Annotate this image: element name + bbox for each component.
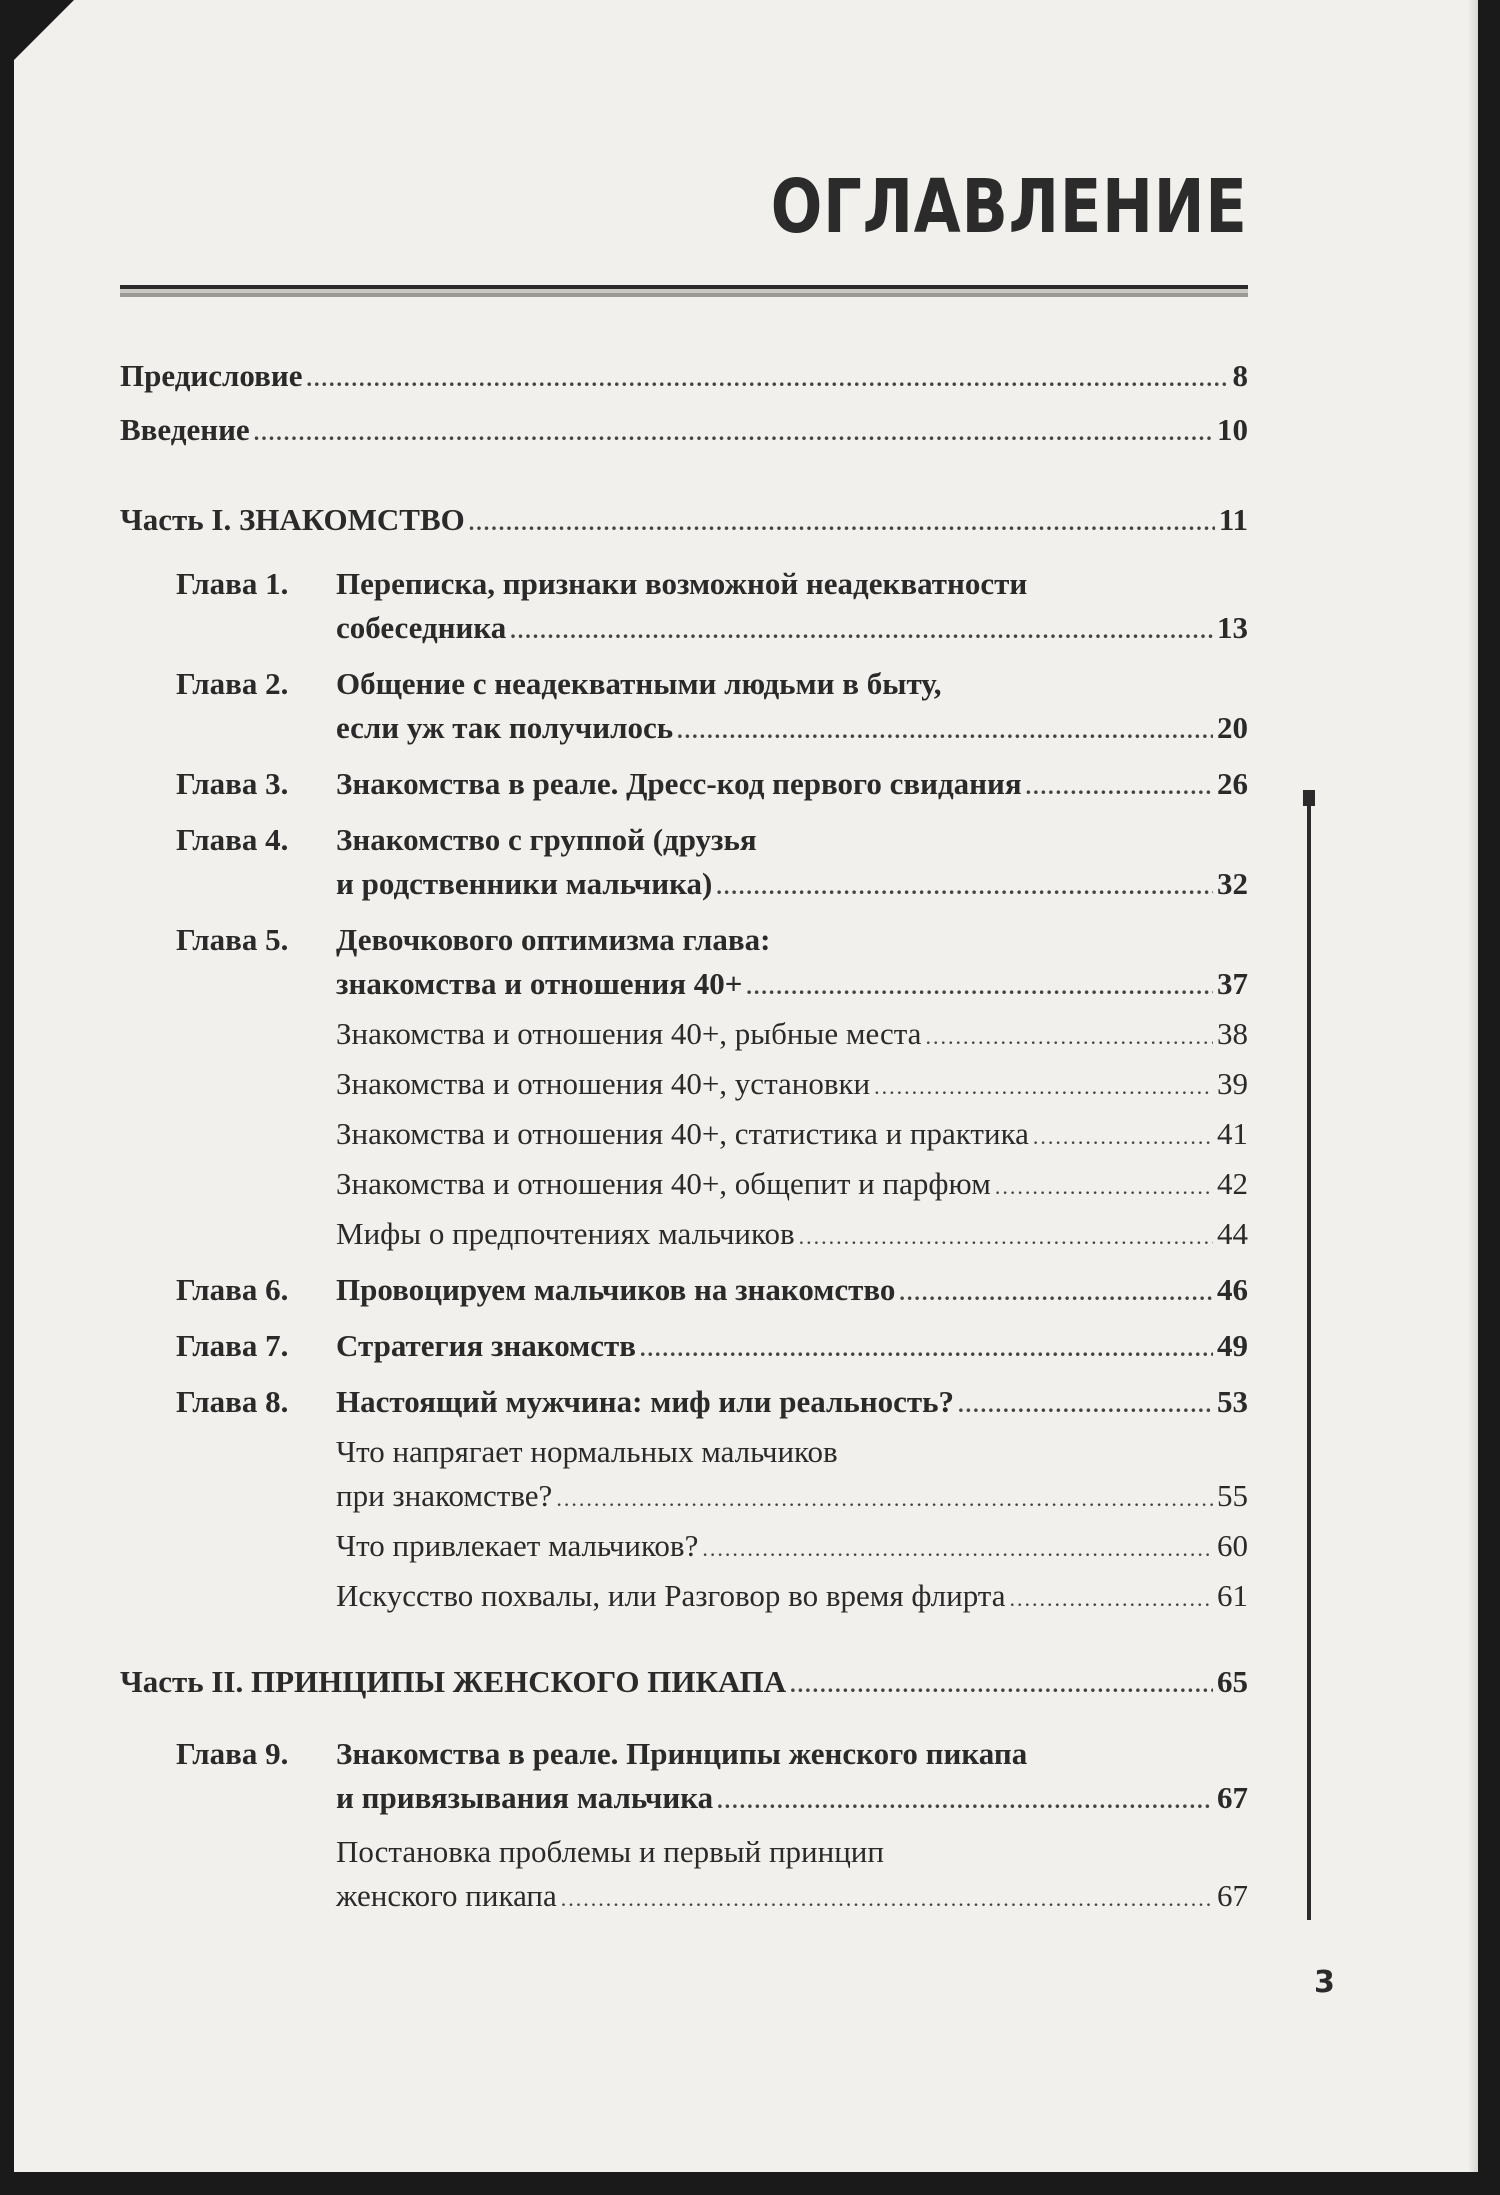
toc-leader-dots [640,1327,1213,1371]
toc-entry-line: и родственники мальчика) [336,866,713,901]
toc-page-number: 11 [1218,502,1248,537]
toc-page-number: 60 [1217,1528,1248,1563]
toc-leader-dots [702,1527,1213,1571]
toc-entry-line: Провоцируем мальчиков на знакомство [336,1272,896,1307]
toc-entry-label: Искусство похвалы, или Разговор во время флирта [336,1578,1006,1613]
toc-leader-dots [717,1779,1213,1823]
toc-leader-dots [510,609,1213,653]
chapter-number: Глава 3. [176,766,289,801]
toc-leader-dots [958,1383,1213,1427]
toc-entry-label: Часть II. ПРИНЦИПЫ ЖЕНСКОГО ПИКАПА [120,1664,787,1699]
chapter-number: Глава 9. [176,1736,289,1771]
toc-page-number: 55 [1217,1478,1248,1513]
title-rule [120,285,1248,297]
chapter-number: Глава 4. [176,822,289,857]
toc-entry-label: Знакомства и отношения 40+, рыбные места [336,1016,922,1051]
toc-entry-line: если уж так получилось [336,710,674,745]
toc-page-number: 46 [1217,1272,1248,1307]
toc-leader-dots [925,1015,1213,1059]
side-rule-cap [1303,790,1315,806]
toc-entry-label: Введение [120,412,250,447]
toc-entry-chapter-1[interactable] [120,562,1248,650]
toc-entry-chapter-9[interactable] [120,1732,1248,1820]
toc-entry-chapter-5[interactable] [120,918,1248,1006]
toc-entry-line: Знакомство с группой (друзья [336,822,757,857]
toc-entry-label: Предисловие [120,358,303,393]
toc-entry-label: Что привлекает мальчиков? [336,1528,699,1563]
toc-entry-line: женского пикапа [336,1878,557,1913]
toc-entry-line: Переписка, признаки возможной неадекватности [336,566,1028,601]
chapter-number: Глава 7. [176,1328,289,1363]
toc-entry-chapter-2[interactable] [120,662,1248,750]
toc-entry-line: Общение с неадекватными людьми в быту, [336,666,942,701]
chapter-number: Глава 6. [176,1272,289,1307]
chapter-number: Глава 8. [176,1384,289,1419]
toc-entry-label: Знакомства и отношения 40+, статистика и практика [336,1116,1029,1151]
toc-page-number: 42 [1217,1166,1248,1201]
toc-page-number: 8 [1232,358,1248,393]
toc-page-number: 13 [1217,610,1248,645]
toc-leader-dots [716,865,1213,909]
toc-entry-line: Что напрягает нормальных мальчиков [336,1434,838,1469]
toc-entry-label: Мифы о предпочтениях мальчиков [336,1216,795,1251]
toc-subsection[interactable] [120,1830,1248,1918]
toc-entry-part-2[interactable] [120,1660,1248,1704]
toc-leader-dots [1026,765,1213,809]
toc-leader-dots [254,411,1213,455]
toc-entry-label: Часть I. ЗНАКОМСТВО [120,502,465,537]
toc-entry-part-1[interactable] [120,498,1248,542]
toc-page-number: 10 [1217,412,1248,447]
page-title: ОГЛАВЛЕНИЕ [771,164,1248,250]
toc-entry-line: Знакомства в реале. Принципы женского пикапа [336,1736,1028,1771]
toc-leader-dots [677,709,1213,753]
chapter-number: Глава 1. [176,566,289,601]
toc-leader-dots [1010,1577,1214,1621]
toc-entry-line: Настоящий мужчина: миф или реальность? [336,1384,955,1419]
toc-page-number: 37 [1217,966,1248,1001]
toc-page-number: 65 [1217,1664,1248,1699]
toc-leader-dots [469,501,1215,545]
toc-leader-dots [561,1877,1213,1921]
toc-page-number: 49 [1217,1328,1248,1363]
toc-leader-dots [790,1663,1213,1707]
toc-leader-dots [799,1215,1213,1259]
toc-entry-line: Постановка проблемы и первый принцип [336,1834,884,1869]
toc-entry-label: Знакомства и отношения 40+, установки [336,1066,871,1101]
side-rule [1307,790,1311,1920]
toc-entry-preface[interactable] [120,354,1248,398]
toc-page-number: 67 [1217,1878,1248,1913]
toc-leader-dots [1033,1115,1213,1159]
toc-page-number: 41 [1217,1116,1248,1151]
toc-leader-dots [899,1271,1213,1315]
toc-page-number: 67 [1217,1780,1248,1815]
chapter-number: Глава 5. [176,922,289,957]
chapter-number: Глава 2. [176,666,289,701]
toc-page-number: 39 [1217,1066,1248,1101]
toc-entry-chapter-4[interactable] [120,818,1248,906]
toc-leader-dots [556,1477,1213,1521]
page-corner [14,0,74,60]
toc-entry-line: собеседника [336,610,507,645]
toc-entry-line: знакомства и отношения 40+ [336,966,743,1001]
toc-leader-dots [995,1165,1213,1209]
toc-leader-dots [746,965,1213,1009]
toc-entry-line: Стратегия знакомств [336,1328,636,1363]
toc-page-number: 53 [1217,1384,1248,1419]
toc-entry-label: Знакомства и отношения 40+, общепит и парфюм [336,1166,991,1201]
toc-page-number: 44 [1217,1216,1248,1251]
page-edge-shadow [1468,0,1478,2172]
toc-leader-dots [307,357,1229,401]
toc-page-number: 26 [1217,766,1248,801]
toc-entry-line: Девочкового оптимизма глава: [336,922,771,957]
toc-entry-line: Знакомства в реале. Дресс-код первого свидания [336,766,1022,801]
toc-page-number: 20 [1217,710,1248,745]
page-number: 3 [1314,1965,1335,2000]
toc-entry-line: при знакомстве? [336,1478,553,1513]
toc-page-number: 38 [1217,1016,1248,1051]
toc-page-number: 61 [1217,1578,1248,1613]
toc-page-number: 32 [1217,866,1248,901]
toc-entry-introduction[interactable] [120,408,1248,452]
book-page [14,0,1478,2172]
toc-leader-dots [874,1065,1213,1109]
toc-subsection[interactable] [120,1430,1248,1518]
toc-entry-line: и привязывания мальчика [336,1780,714,1815]
